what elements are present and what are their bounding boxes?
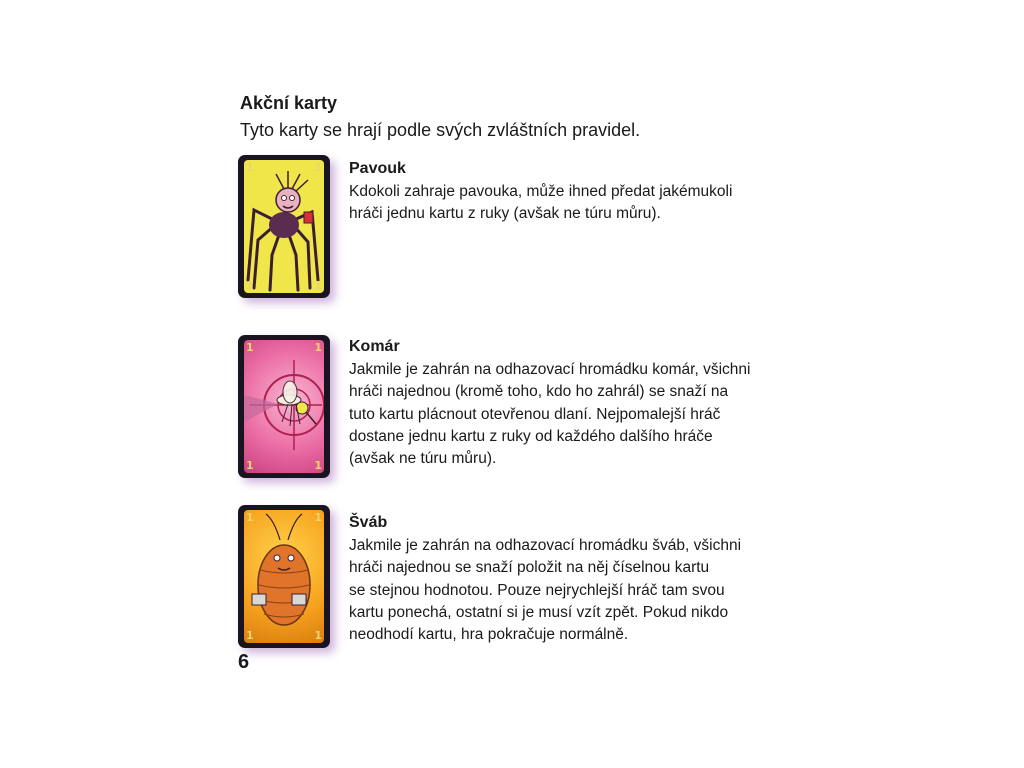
mosquito-icon (244, 340, 324, 473)
mosquito-card-illustration (244, 340, 324, 473)
card-number: 1 (246, 341, 254, 354)
section-intro: Tyto karty se hrají podle svých zvláštních pravidel. (240, 120, 641, 140)
page-number: 6 (238, 651, 250, 673)
card-number: 1 (246, 161, 254, 174)
card-number: 1 (314, 459, 322, 472)
card-number: 1 (314, 161, 322, 174)
card-title-spider: Pavouk (349, 160, 406, 177)
card-number: 1 (246, 511, 254, 524)
card-number: 1 (246, 629, 254, 642)
spider-card (238, 155, 330, 298)
card-description-cockroach: Jakmile je zahrán na odhazovací hromádku šváb, všichni hráči najednou se snaží položit na něj číselnou kartu se stejnou hodnotou. Pouze nejrychlejší hráč tam svou kartu ponechá, ostatní si je musí vzít zpět. Pokud nikdo neodhodí kartu, hra pokračuje normálně. (349, 537, 742, 644)
cockroach-card-illustration (244, 510, 324, 643)
mosquito-card (238, 335, 330, 478)
cockroach-card (238, 505, 330, 648)
card-number: 1 (314, 629, 322, 642)
section-heading: Akční karty (240, 93, 338, 113)
card-description-spider: Kdokoli zahraje pavouka, může ihned předat jakémukoli hráči jednu kartu z ruky (avšak ne túru můru). (349, 183, 733, 223)
card-number: 1 (246, 279, 254, 292)
card-description-mosquito: Jakmile je zahrán na odhazovací hromádku komár, všichni hráči najednou (kromě toho, kdo ho zahrál) se snaží na tuto kartu plácnout otevřenou dlaní. Nejpomalejší hráč dostane jednu kartu z ruky od každého dalšího hráče (avšak ne túru můru). (349, 361, 751, 468)
card-number: 1 (314, 279, 322, 292)
spider-card-illustration (244, 160, 324, 293)
card-title-mosquito: Komár (349, 338, 400, 355)
cockroach-icon (244, 510, 324, 643)
card-number: 1 (246, 459, 254, 472)
card-number: 1 (314, 511, 322, 524)
card-number: 1 (314, 341, 322, 354)
card-title-cockroach: Šváb (349, 514, 388, 531)
spider-icon (244, 160, 324, 293)
